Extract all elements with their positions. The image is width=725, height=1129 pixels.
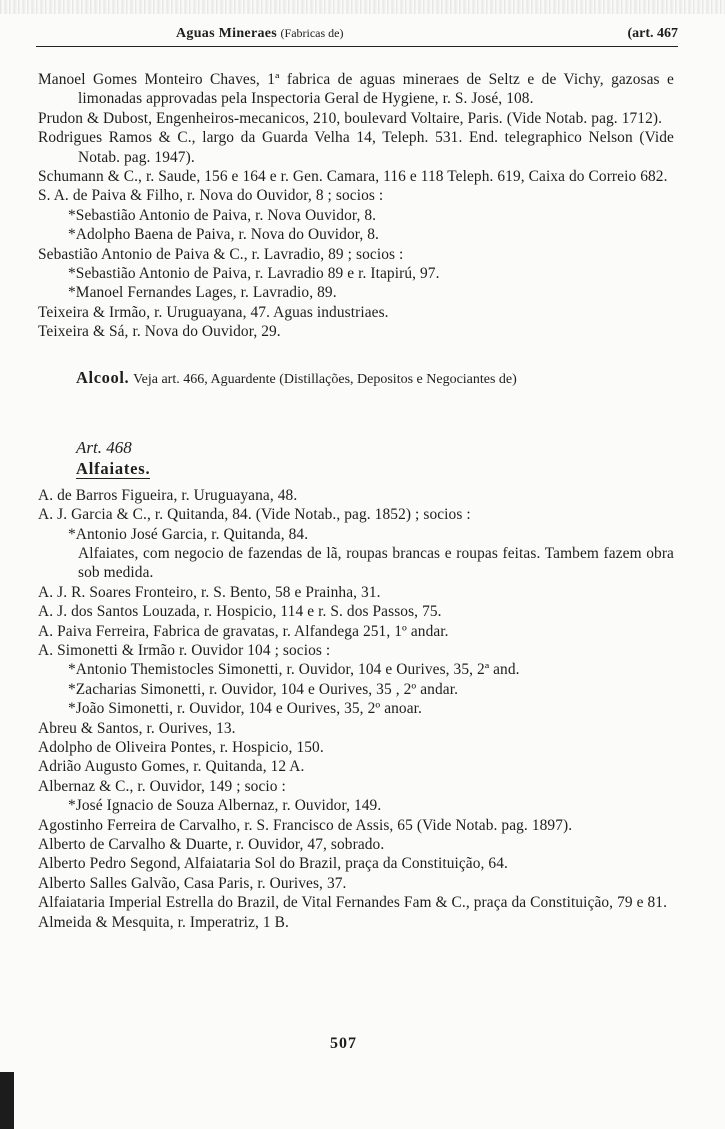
partner-entry: *Sebastião Antonio de Paiva, r. Lavradio 89 e r. Itapirú, 97.: [68, 265, 440, 283]
header-title-group: [176, 26, 344, 42]
partner-entry: *Adolpho Baena de Paiva, r. Nova do Ouvidor, 8.: [68, 226, 379, 244]
header-title: Aguas Mineraes: [176, 26, 278, 41]
list-entry: Almeida & Mesquita, r. Imperatriz, 1 B.: [38, 913, 289, 931]
list-entry: Alberto Pedro Segond, Alfaiataria Sol do Brazil, praça da Constituição, 64.: [38, 855, 508, 873]
header-subtitle: (Fabricas de): [280, 26, 344, 40]
entry-note: Alfaiates, com negocio de fazendas de lã, roupas brancas e roupas feitas. Tambem fazem obra sob medida.: [78, 544, 674, 582]
section-title: Alfaiates.: [76, 458, 151, 478]
scan-noise-strip: [0, 0, 725, 14]
list-entry: A. Simonetti & Irmão r. Ouvidor 104 ; socios :: [38, 641, 331, 659]
binding-edge: [0, 1072, 14, 1129]
list-entry: Adolpho de Oliveira Pontes, r. Hospicio, 150.: [38, 738, 324, 756]
list-entry: A. de Barros Figueira, r. Uruguayana, 48.: [38, 486, 298, 504]
list-entry: Sebastião Antonio de Paiva & C., r. Lavradio, 89 ; socios :: [38, 245, 404, 263]
page-number: 507: [330, 1035, 357, 1052]
list-entry: A. J. dos Santos Louzada, r. Hospicio, 114 e r. S. dos Passos, 75.: [38, 603, 442, 621]
list-entry: Alberto Salles Galvão, Casa Paris, r. Ourives, 37.: [38, 874, 347, 892]
list-entry: A. J. Garcia & C., r. Quitanda, 84. (Vide Notab., pag. 1852) ; socios :: [38, 506, 471, 524]
list-entry: Abreu & Santos, r. Ourives, 13.: [38, 719, 236, 737]
alcool-reference: Veja art. 466, Aguardente (Distillações, Depositos e Negociantes de): [133, 371, 517, 387]
list-entry: Manoel Gomes Monteiro Chaves, 1ª fabrica de aguas mineraes de Seltz e de Vichy, gazosas e limonadas approvadas pela Inspectoria Geral de Hygiene, r. S. José, 108.: [38, 71, 674, 108]
page-content: [38, 70, 674, 932]
list-entry: Prudon & Dubost, Engenheiros-mecanicos, 210, boulevard Voltaire, Paris. (Vide Notab. pag. 1712).: [38, 109, 663, 127]
partner-entry: *Zacharias Simonetti, r. Ouvidor, 104 e Ourives, 35 , 2º andar.: [68, 680, 459, 698]
list-entry: Rodrigues Ramos & C., largo da Guarda Velha 14, Teleph. 531. End. telegraphico Nelson (Vide Notab. pag. 1947).: [38, 129, 674, 166]
alcool-cross-reference: [38, 368, 674, 390]
partner-entry: *Manoel Fernandes Lages, r. Lavradio, 89.: [68, 284, 337, 302]
list-entry: Teixeira & Irmão, r. Uruguayana, 47. Aguas industriaes.: [38, 303, 389, 321]
list-entry: Teixeira & Sá, r. Nova do Ouvidor, 29.: [38, 323, 281, 341]
list-entry: Albernaz & C., r. Ouvidor, 149 ; socio :: [38, 777, 286, 795]
list-entry: Agostinho Ferreira de Carvalho, r. S. Francisco de Assis, 65 (Vide Notab. pag. 1897).: [38, 816, 573, 834]
list-entry: Schumann & C., r. Saude, 156 e 164 e r. Gen. Camara, 116 e 118 Teleph. 619, Caixa do Correio 682.: [38, 168, 668, 186]
list-entry: S. A. de Paiva & Filho, r. Nova do Ouvidor, 8 ; socios :: [38, 187, 384, 205]
list-entry: Alberto de Carvalho & Duarte, r. Ouvidor, 47, sobrado.: [38, 836, 385, 853]
partner-entry: *Sebastião Antonio de Paiva, r. Nova Ouvidor, 8.: [68, 206, 377, 224]
header-rule: [36, 46, 678, 47]
list-entry: Adrião Augusto Gomes, r. Quitanda, 12 A.: [38, 758, 305, 776]
running-header: [38, 26, 678, 46]
article-number: Art. 468: [76, 437, 132, 457]
alcool-heading: Alcool.: [76, 367, 130, 387]
list-entry: A. Paiva Ferreira, Fabrica de gravatas, r. Alfandega 251, 1º andar.: [38, 622, 449, 640]
partner-entry: *João Simonetti, r. Ouvidor, 104 e Ourives, 35, 2º anoar.: [68, 700, 422, 718]
partner-entry: *José Ignacio de Souza Albernaz, r. Ouvidor, 149.: [68, 797, 382, 815]
section-heading: [38, 458, 674, 480]
header-article: (art. 467: [627, 26, 678, 41]
partner-entry: *Antonio Themistocles Simonetti, r. Ouvidor, 104 e Ourives, 35, 2ª and.: [68, 661, 520, 679]
partner-entry: *Antonio José Garcia, r. Quitanda, 84.: [68, 525, 309, 543]
list-entry: A. J. R. Soares Fronteiro, r. S. Bento, 58 e Prainha, 31.: [38, 583, 381, 601]
list-entry: Alfaiataria Imperial Estrella do Brazil, de Vital Fernandes Fam & C., praça da Constituição, 79 e 81.: [38, 894, 668, 912]
